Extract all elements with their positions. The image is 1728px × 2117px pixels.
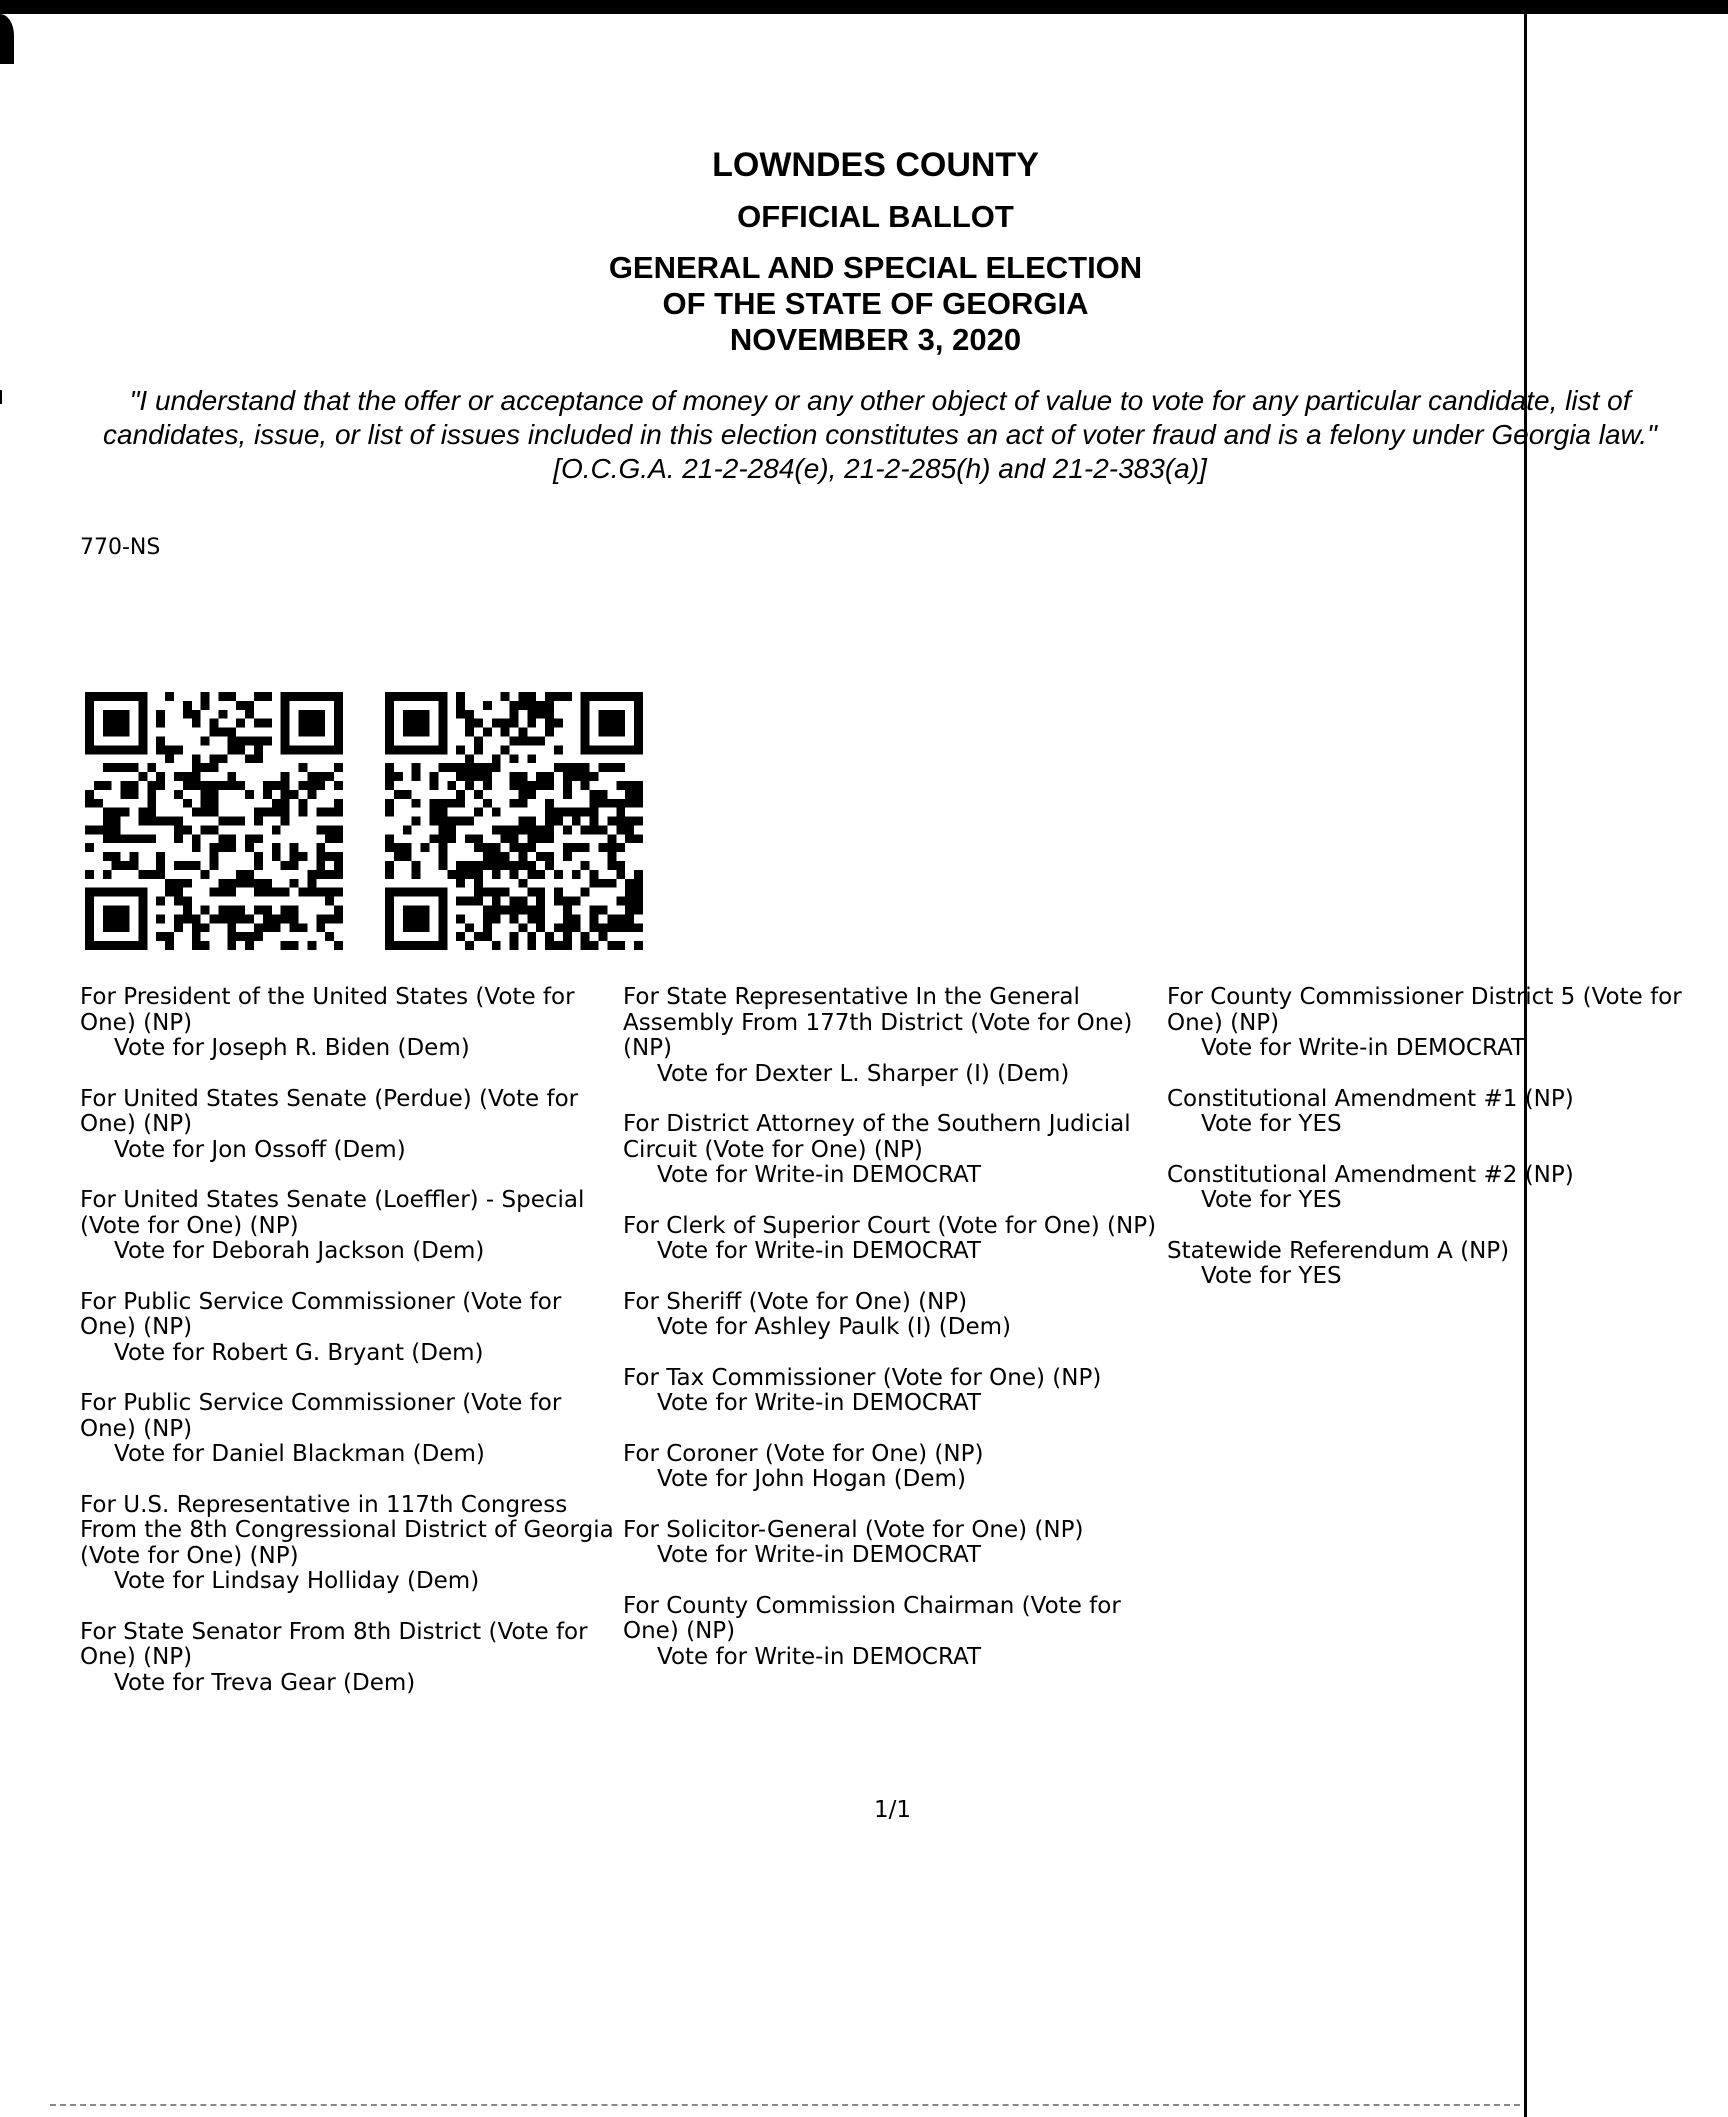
contest-choice: Vote for Joseph R. Biden (Dem)	[114, 1035, 470, 1061]
contest-choice: Vote for Write-in DEMOCRAT	[657, 1542, 982, 1568]
contest-choice: Vote for YES	[1201, 1187, 1342, 1213]
scan-corner-mark	[0, 14, 14, 64]
qr-code-icon	[80, 692, 348, 950]
contest-title: For Sheriff (Vote for One) (NP)	[623, 1288, 968, 1315]
contest-selection	[80, 985, 620, 1062]
contest-choice: Vote for Deborah Jackson (Dem)	[114, 1238, 485, 1264]
contest-selection	[623, 1366, 1163, 1417]
election-title-line2: OF THE STATE OF GEORGIA	[662, 286, 1089, 321]
contest-title: Constitutional Amendment #2 (NP)	[1167, 1161, 1574, 1188]
contest-title: For United States Senate (Perdue) (Vote for One) (NP)	[80, 1085, 579, 1137]
contest-selection	[623, 1442, 1163, 1493]
selections-column-3	[1167, 985, 1687, 1315]
contest-title: For County Commissioner District 5 (Vote for One) (NP)	[1167, 984, 1682, 1036]
ballot-title: OFFICIAL BALLOT	[737, 199, 1014, 234]
contest-choice: Vote for Treva Gear (Dem)	[114, 1669, 416, 1696]
contest-choice: Vote for Robert G. Bryant (Dem)	[114, 1339, 484, 1366]
election-title-line1: GENERAL AND SPECIAL ELECTION	[608, 250, 1143, 285]
contest-selection	[1167, 985, 1687, 1062]
selections-column-2	[623, 985, 1163, 1695]
contest-selection	[623, 1214, 1163, 1265]
contest-selection	[623, 1518, 1163, 1569]
contest-title: For State Senator From 8th District (Vote for One) (NP)	[80, 1618, 588, 1670]
contest-title: For Public Service Commissioner (Vote for One) (NP)	[80, 1288, 562, 1340]
contest-title: For District Attorney of the Southern Judicial Circuit (Vote for One) (NP)	[623, 1111, 1131, 1163]
contest-selection	[623, 985, 1163, 1087]
page-number: 1/1	[874, 1797, 912, 1823]
contest-selection	[80, 1493, 620, 1595]
voter-oath: "I understand that the offer or acceptance of money or any other object of value to vote for any particular candidate, list of candidates, issue, or list of issues included in this election constitutes an act of voter fraud and is a felony under Georgia law." [O.C.G.A. 21-2-284(e), 21-2-285(h) and 21-2-383(a)]	[103, 385, 1657, 484]
contest-title: For State Representative In the General Assembly From 177th District (Vote for One) (NP)	[623, 984, 1133, 1061]
scan-edge-tick	[0, 390, 2, 404]
contest-selection	[623, 1112, 1163, 1189]
election-title	[0, 250, 1728, 358]
contest-title: For Solicitor-General (Vote for One) (NP)	[623, 1516, 1084, 1543]
contest-title: For United States Senate (Loeffler) - Special (Vote for One) (NP)	[80, 1187, 585, 1239]
contest-title: For U.S. Representative in 117th Congress From the 8th Congressional District of Georgia (Vote for One) (NP)	[80, 1491, 614, 1569]
ballot-style-code: 770-NS	[80, 535, 161, 560]
contest-selection	[80, 1391, 620, 1468]
qr-code-icon	[380, 692, 648, 950]
scan-top-border	[0, 0, 1728, 14]
contest-choice: Vote for Write-in DEMOCRAT	[657, 1643, 982, 1670]
contest-selection	[1167, 1163, 1687, 1214]
contest-selection	[1167, 1087, 1687, 1138]
contest-choice: Vote for Lindsay Holliday (Dem)	[114, 1568, 480, 1594]
contest-title: Constitutional Amendment #1 (NP)	[1167, 1085, 1574, 1112]
contest-selection	[80, 1290, 620, 1367]
scan-bottom-edge	[50, 2104, 1520, 2106]
contest-selection	[80, 1087, 620, 1164]
contest-choice: Vote for Write-in DEMOCRAT	[657, 1390, 982, 1416]
election-title-line3: NOVEMBER 3, 2020	[729, 322, 1022, 357]
contest-title: For County Commission Chairman (Vote for One) (NP)	[623, 1592, 1121, 1644]
contest-title: Statewide Referendum A (NP)	[1167, 1237, 1510, 1264]
contest-choice: Vote for Write-in DEMOCRAT	[1201, 1035, 1526, 1061]
contest-choice: Vote for Ashley Paulk (I) (Dem)	[657, 1314, 1011, 1340]
contest-selection	[623, 1290, 1163, 1341]
ballot-header	[0, 144, 1728, 358]
county-title: LOWNDES COUNTY	[712, 146, 1039, 184]
contest-choice: Vote for Write-in DEMOCRAT	[657, 1238, 982, 1264]
contest-choice: Vote for Dexter L. Sharper (I) (Dem)	[657, 1060, 1070, 1087]
contest-choice: Vote for Daniel Blackman (Dem)	[114, 1441, 485, 1467]
contest-selection	[80, 1620, 620, 1697]
selections-column-1	[80, 985, 620, 1721]
contest-choice: Vote for YES	[1201, 1111, 1342, 1137]
contest-title: For President of the United States (Vote for One) (NP)	[80, 984, 575, 1036]
contest-title: For Coroner (Vote for One) (NP)	[623, 1440, 984, 1467]
contest-selection	[1167, 1239, 1687, 1290]
contest-title: For Clerk of Superior Court (Vote for One) (NP)	[623, 1212, 1157, 1239]
contest-title: For Tax Commissioner (Vote for One) (NP)	[623, 1364, 1102, 1391]
contest-selection	[623, 1594, 1163, 1671]
contest-choice: Vote for Jon Ossoff (Dem)	[114, 1136, 406, 1163]
contest-selection	[80, 1188, 620, 1265]
contest-choice: Vote for YES	[1201, 1263, 1342, 1289]
contest-title: For Public Service Commissioner (Vote for One) (NP)	[80, 1390, 562, 1442]
contest-choice: Vote for Write-in DEMOCRAT	[657, 1162, 982, 1188]
contest-choice: Vote for John Hogan (Dem)	[657, 1466, 966, 1492]
